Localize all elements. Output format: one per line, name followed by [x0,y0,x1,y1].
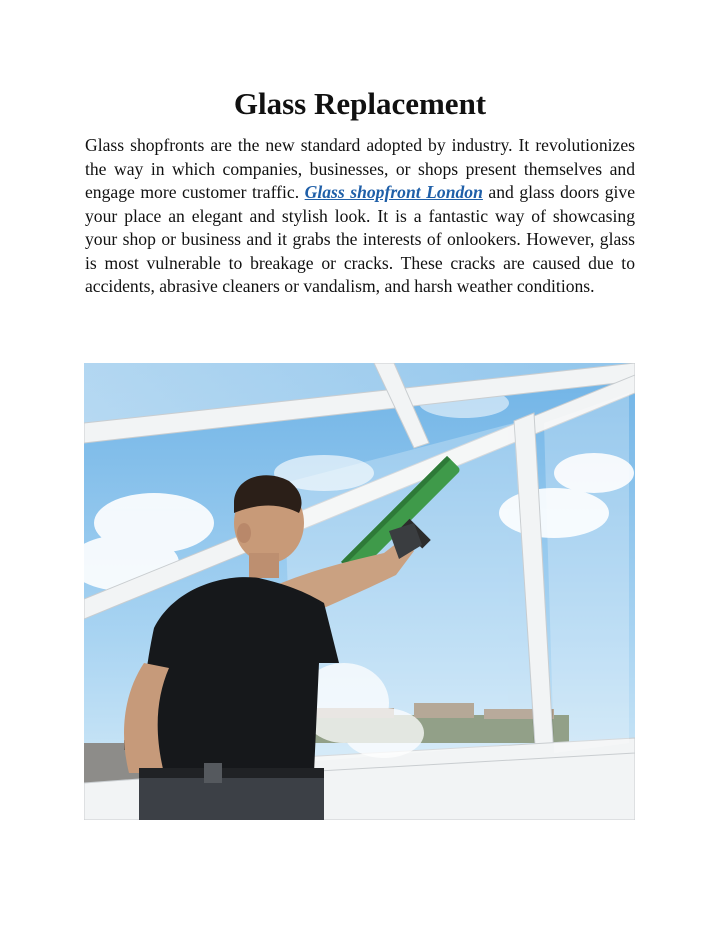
paragraph-text-start: Glass shopfronts are the new standard adopted by industry. It revolutionizes the way in which companies, businesses, or shops present themselves and engage more customer traffic. [85,135,635,202]
paragraph-text-end: and glass doors give your place an elegant and stylish look. It is a fantastic way of showcasing your shop or business and it grabs the interests of onlookers. However, glass is most vulnerable to breakage or cracks. These cracks are caused due to accidents, abrasive cleaners or vandalism, and harsh weather conditions. [85,182,636,296]
window-cleaning-photo [84,363,635,820]
page-title: Glass Replacement [233,86,487,121]
glass-shopfront-link[interactable]: Glass shopfront London [304,182,483,202]
body-paragraph [85,134,635,299]
